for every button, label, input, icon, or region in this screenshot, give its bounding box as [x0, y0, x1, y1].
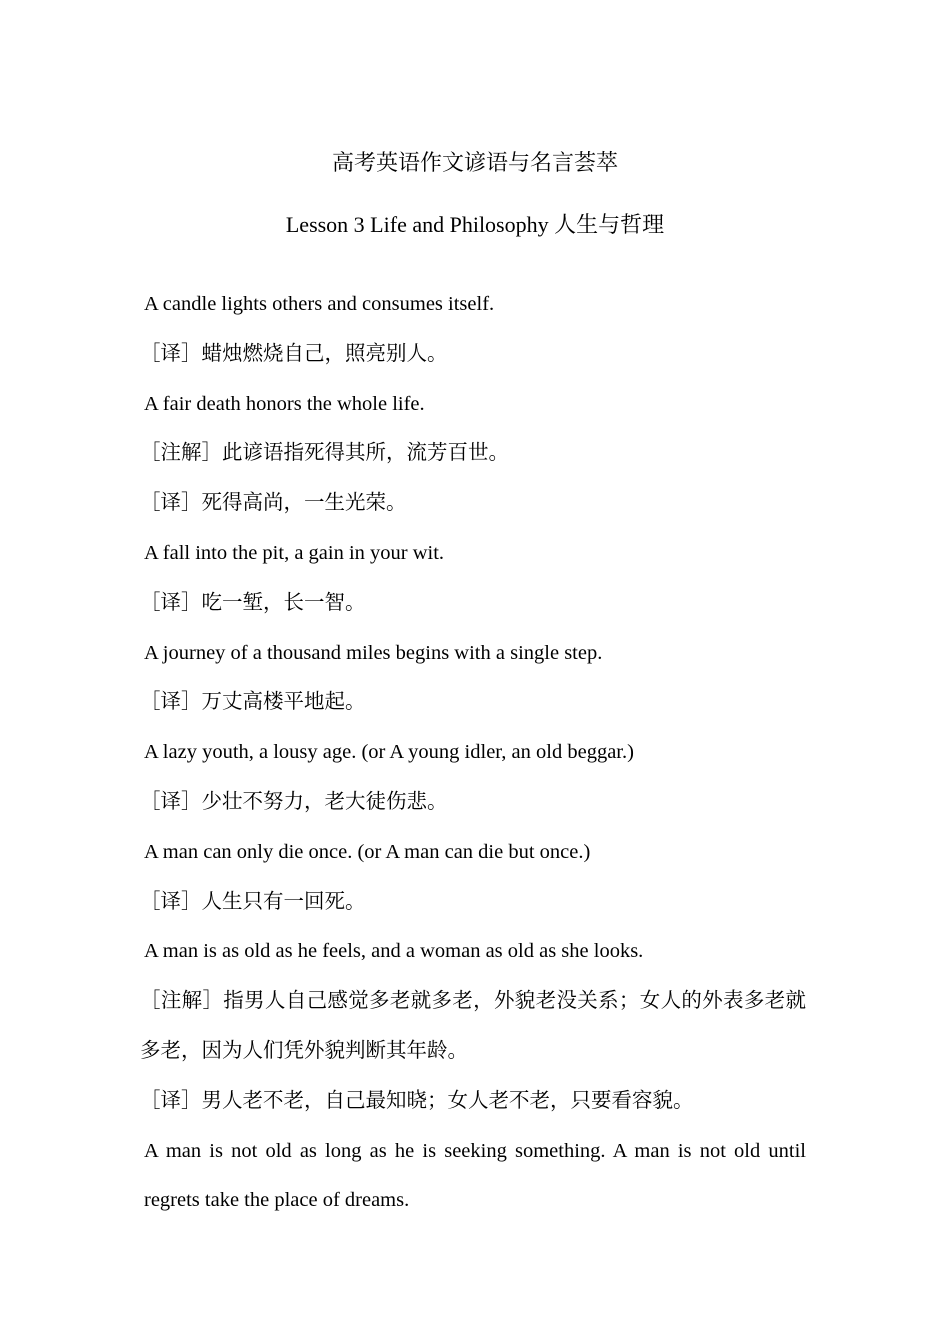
proverb-english: A fair death honors the whole life. [144, 392, 425, 415]
document-title: 高考英语作文谚语与名言荟萃 [331, 150, 618, 175]
proverb-english: A man can only die once. (or A man can die but once.) [144, 840, 591, 863]
proverb-translation: ［译］蜡烛燃烧自己，照亮别人。 [140, 342, 448, 365]
proverb-english: A man is as old as he feels, and a woman as old as she looks. [144, 940, 644, 963]
proverb-english: A fall into the pit, a gain in your wit. [144, 541, 445, 564]
proverb-english: A candle lights others and consumes itself. [144, 293, 495, 315]
proverb-translation: ［译］万丈高楼平地起。 [140, 691, 366, 714]
proverb-translation: ［译］人生只有一回死。 [140, 890, 366, 913]
proverb-english: A lazy youth, a lousy age. (or A young idler, an old beggar.) [144, 741, 634, 764]
proverb-english: A journey of a thousand miles begins with a single step. [144, 641, 603, 664]
proverb-translation: ［译］少壮不努力，老大徒伤悲。 [140, 790, 448, 813]
proverb-english: A man is not old as long as he is seeking something. A man is not old until regrets take the place of dreams. [144, 1139, 806, 1212]
proverb-list [140, 280, 806, 1226]
proverb-translation: ［译］男人老不老，自己最知晓；女人老不老，只要看容貌。 [140, 1089, 694, 1112]
proverb-translation: ［译］死得高尚，一生光荣。 [140, 492, 407, 515]
lesson-subtitle: Lesson 3 Life and Philosophy 人生与哲理 [285, 212, 665, 237]
proverb-translation: ［译］吃一堑，长一智。 [140, 591, 366, 614]
proverb-annotation: ［注解］此谚语指死得其所，流芳百世。 [140, 442, 509, 465]
proverb-annotation: ［注解］指男人自己感觉多老就多老，外貌老没关系；女人的外表多老就多老，因为人们凭外貌判断其年龄。 [140, 990, 806, 1062]
